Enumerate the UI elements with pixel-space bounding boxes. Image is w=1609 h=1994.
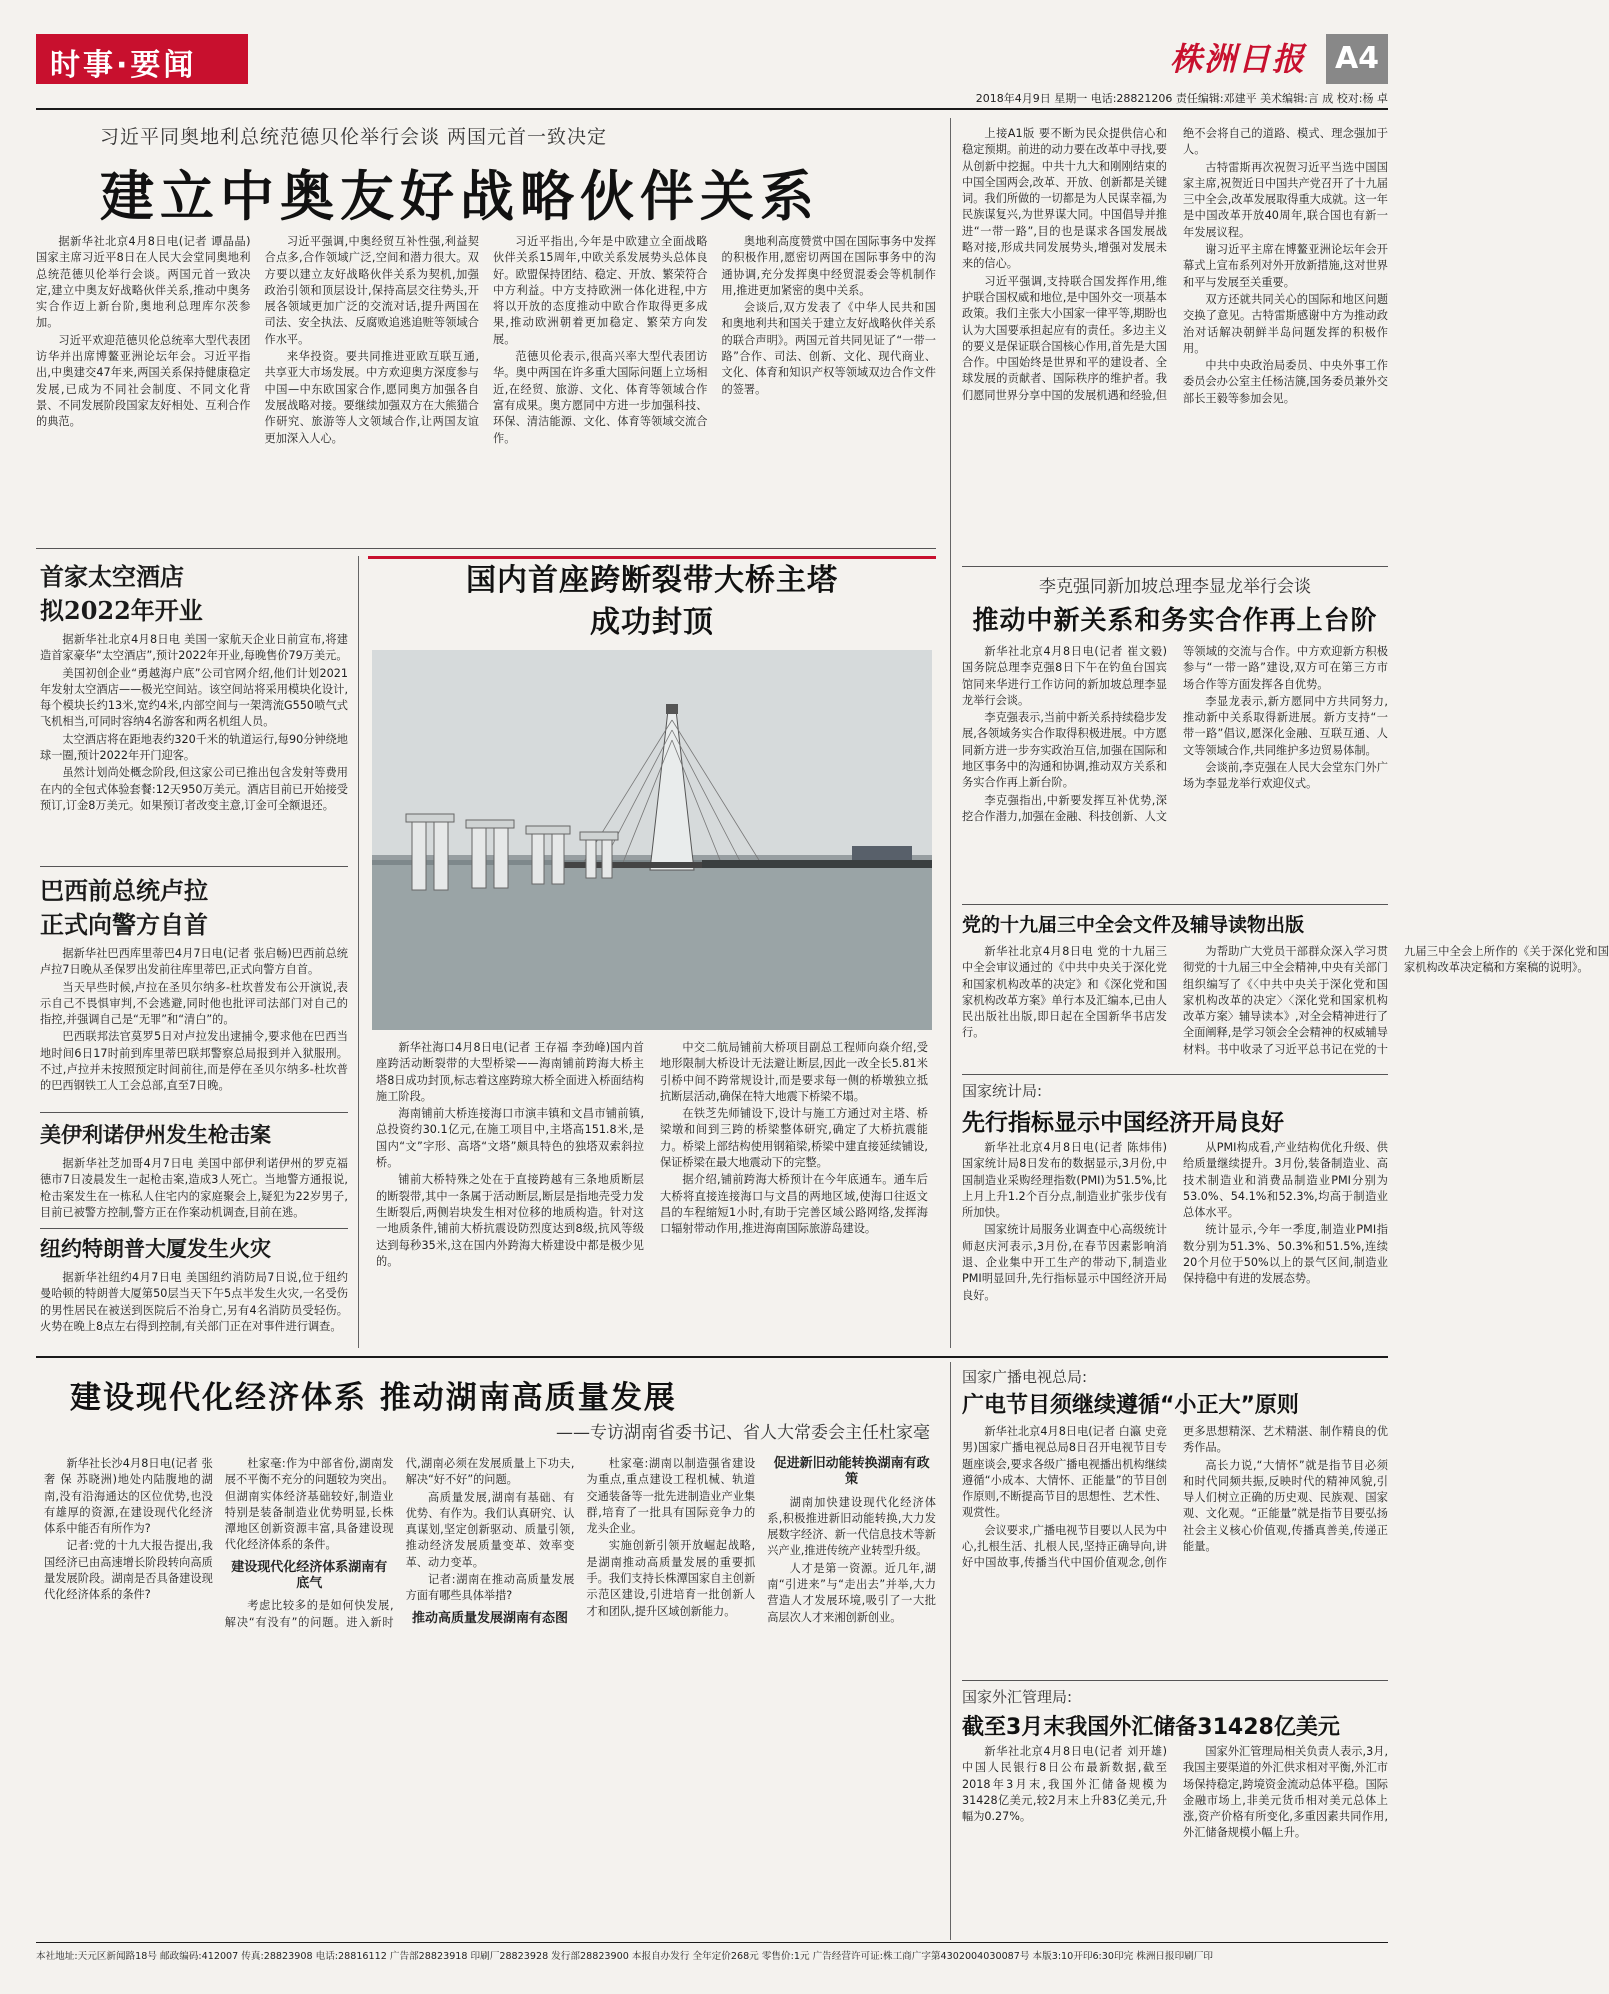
lead-headline: 建立中奥友好战略伙伴关系 xyxy=(100,165,820,228)
hunan-para: 记者:党的十九大报告提出,我国经济已由高速增长阶段转向高质量发展阶段。湖南是否具备建设现代化经济体系的条件? xyxy=(44,1539,213,1602)
broadcast-headline: 广电节目须继续遵循“小正大”原则 xyxy=(962,1393,1299,1418)
broadcast-para: 高长力说,“大情怀”就是指节目必须和时代同频共振,反映时代的精神风貌,引导人们树立正确的历史观、民族观、国家观、文化观。“正能量”就是指节目要弘扬社会主义核心价值观,传播真善美,传递正能量。 xyxy=(1183,1458,1388,1554)
paper-logo xyxy=(1170,34,1320,84)
hunan-body xyxy=(44,1456,936,1932)
stats-para: 统计显示,今年一季度,制造业PMI指数分别为51.3%、50.3%和51.5%,连续20个月位于50%以上的景气区间,制造业保持稳中有进的发展态势。 xyxy=(1183,1223,1388,1286)
forex-para: 国家外汇管理局相关负责人表示,3月,我国主要渠道的外汇供求相对平衡,外汇市场保持稳定,跨境资金流动总体平稳。国际金融市场上,非美元货币相对美元总体上涨,资产价格有所变化,多重因素共同作用,外汇储备规模小幅上升。 xyxy=(1183,1745,1388,1840)
right-top-para: 双方还就共同关心的国际和地区问题交换了意见。古特雷斯感谢中方为推动政治对话解决朝鲜半岛问题发挥的积极作用。 xyxy=(1183,292,1388,355)
space-hotel-body xyxy=(40,632,348,858)
hunan-subtitle-2: 推动高质量发展湖南有态图 xyxy=(411,1610,568,1626)
trump-tower-body xyxy=(40,1270,348,1342)
hunan-para: 实施创新引领开放崛起战略,是湖南推动高质量发展的重要抓手。我们支持长株潭国家自主创新示范区建设,引进培育一批创新人才和团队,提升区域创新能力。 xyxy=(586,1539,756,1618)
hunan-para: 记者:湖南在推动高质量发展方面有哪些具体举措? xyxy=(405,1573,575,1603)
hunan-subtitle-1: 建设现代化经济体系湖南有底气 xyxy=(231,1559,388,1592)
broadcast-label: 国家广播电视总局: xyxy=(962,1368,1088,1386)
li-keqiang-para: 会谈前,李克强在人民大会堂东门外广场为李显龙举行欢迎仪式。 xyxy=(1183,761,1388,791)
forex-para: 新华社北京4月8日电(记者 刘开雄)中国人民银行8日公布最新数据,截至2018年3月末,我国外汇储备规模为31428亿美元,较2月末上升83亿美元,升幅为0.27%。 xyxy=(962,1745,1167,1824)
hunan-para: 高质量发展,湖南有基础、有优势、有作为。我们认真研究、认真谋划,坚定创新驱动、质量引领,推动经济发展质量变革、效率变革、动力变革。 xyxy=(405,1490,575,1569)
brazil-para: 据新华社巴西库里蒂巴4月7日电(记者 张启畅)巴西前总统卢拉7日晚从圣保罗出发前往库里蒂巴,正式向警方自首。 xyxy=(40,947,348,977)
lead-para: 范德贝伦表示,很高兴率大型代表团访华。奥中两国在许多重大国际问题上立场相近,在经贸、旅游、文化、体育等领域合作富有成果。奥方愿同中方进一步加强科技、环保、清洁能源、文化、体育等领域交流合作。 xyxy=(493,350,708,445)
bridge-para: 新华社海口4月8日电(记者 王存福 李劲峰)国内首座跨活动断裂带的大型桥梁——海南铺前跨海大桥主塔8日成功封顶,标志着这座跨琼大桥全面进入桥面结构施工阶段。 xyxy=(376,1041,644,1103)
li-keqiang-body xyxy=(962,644,1388,896)
lead-para: 奥地利高度赞赏中国在国际事务中发挥的积极作用,愿密切两国在国际事务中的沟通协调,充分发挥奥中经贸混委会等机制作用,推进更加紧密的奥中关系。 xyxy=(721,235,936,297)
hunan-headline: 建设现代化经济体系 推动湖南高质量发展 xyxy=(70,1380,677,1416)
lead-para: 习近平欢迎范德贝伦总统率大型代表团访华并出席博鳌亚洲论坛年会。习近平指出,中奥建交47年来,两国关系保持健康稳定发展,已成为不同社会制度、不同文化背景、不同发展阶段国家友好相处、互利合作的典范。 xyxy=(36,333,251,429)
right-top-body xyxy=(962,126,1388,560)
stats-para: 从PMI构成看,产业结构优化升级、供给质量继续提升。3月份,装备制造业、高技术制造业和消费品制造业PMI分别为53.0%、54.1%和52.3%,均高于制造业总体水平。 xyxy=(1183,1141,1388,1220)
hunan-para: 湖南加快建设现代化经济体系,积极推进新旧动能转换,大力发展数字经济、新一代信息技术等新兴产业,推进传统产业转型升级。 xyxy=(767,1495,936,1558)
hunan-subhead: ——专访湖南省委书记、省人大常委会主任杜家毫 xyxy=(556,1423,930,1443)
lead-para: 习近平强调,中奥经贸互补性强,利益契合点多,合作领域广泛,空间和潜力很大。双方要以建立友好战略伙伴关系为契机,加强政治引领和顶层设计,保持高层交往势头,开展各领域更加广泛的交流对话,提升两国在司法、安全执法、反腐败追逃追赃等领域合作水平。 xyxy=(264,235,479,346)
hunan-para: 新华社长沙4月8日电(记者 张奢 保 苏晓洲)地处内陆腹地的湖南,没有沿海通达的区位优势,也没有雄厚的资源,在建设现代化经济体系中能否有所作为? xyxy=(44,1457,213,1536)
illinois-headline: 美伊利诺伊州发生枪击案 xyxy=(40,1122,271,1147)
page-number: A4 xyxy=(1334,41,1380,76)
illinois-body xyxy=(40,1156,348,1222)
lead-kicker: 习近平同奥地利总统范德贝伦举行会谈 两国元首一致决定 xyxy=(100,126,608,148)
forex-label: 国家外汇管理局: xyxy=(962,1688,1073,1706)
forex-body xyxy=(962,1744,1388,1932)
hunan-para: 杜家毫:作为中部省份,湖南发展不平衡不充分的问题较为突出。但湖南实体经济基础较好,制造业特别是装备制造业优势明显,长株潭地区创新资源丰富,具备建设现代化经济体系的条件。 xyxy=(224,1457,394,1552)
lead-para: 习近平指出,今年是中欧建立全面战略伙伴关系15周年,中欧关系发展势头总体良好。欧盟保持团结、稳定、开放、繁荣符合中方利益。中方支持欧洲一体化进程,中方将以开放的态度推动中欧合作取得更多成果,推动欧洲朝着更加稳定、繁荣方向发展。 xyxy=(493,235,708,346)
stats-body xyxy=(962,1140,1388,1348)
bridge-para: 据介绍,铺前跨海大桥预计在今年底通车。通车后大桥将直接连接海口与文昌的两地区域,使海口往返文昌的车程缩短1小时,有助于完善区域公路网络,发挥海口辐射带动作用,推进海南国际旅游岛建设。 xyxy=(660,1173,928,1236)
hunan-para: 考虑比较多的是如何快发展,解决“有没有”的问题。进入新时代,湖南必须在发展质量上下功夫,解决“好不好”的问题。 xyxy=(224,1457,575,1629)
space-hotel-para: 虽然计划尚处概念阶段,但这家公司已推出包含发射等费用在内的全包式体验套餐:12天950万美元。酒店目前已开始接受预订,订金8万美元。如果预订者改变主意,订金可全额退还。 xyxy=(40,766,348,812)
lead-body xyxy=(36,234,936,540)
bridge-para: 在铁芝先师铺设下,设计与施工方通过对主塔、桥梁墩和间到三跨的桥梁整体研究,确定了大桥抗震能力。桥梁上部结构使用钢箱梁,桥梁中建直接延续铺设,保证桥梁在最大地震动下的完整。 xyxy=(660,1107,928,1170)
li-keqiang-para: 李克强表示,当前中新关系持续稳步发展,各领域务实合作取得积极进展。中方愿同新方进一步夯实政治互信,加强在国际和地区事务中的沟通和协调,推动双方关系和务实合作再上新台阶。 xyxy=(962,711,1167,790)
li-keqiang-para: 李显龙表示,新方愿同中方共同努力,推动新中关系取得新进展。新方支持“一带一路”倡议,愿深化金融、互联互通、人文等领域合作,共同维护多边贸易体制。 xyxy=(1183,694,1388,757)
trump-tower-para: 据新华社纽约4月7日电 美国纽约消防局7日说,位于纽约曼哈顿的特朗普大厦第50层当天下午5点半发生火灾,一名受伤的男性居民在被送到医院后不治身亡,另有4名消防员受轻伤。火势在晚上8点左右得到控制,有关部门正在对事件进行调查。 xyxy=(40,1271,348,1333)
plenum-headline: 党的十九届三中全会文件及辅导读物出版 xyxy=(962,914,1305,936)
stats-label: 国家统计局: xyxy=(962,1082,1043,1100)
page-number-box xyxy=(1326,34,1388,84)
space-hotel-para: 太空酒店将在距地表约320千米的轨道运行,每90分钟绕地球一圈,预计2022年开门迎客。 xyxy=(40,732,348,763)
hunan-para: 杜家毫:湖南以制造强省建设为重点,重点建设工程机械、轨道交通装备等一批先进制造业产业集群,培育了一批具有国际竞争力的龙头企业。 xyxy=(586,1457,756,1536)
plenum-body xyxy=(962,944,1609,1068)
brazil-body xyxy=(40,946,348,1106)
hunan-subtitle-3: 促进新旧动能转换湖南有政策 xyxy=(773,1456,930,1488)
stats-headline: 先行指标显示中国经济开局良好 xyxy=(962,1110,1284,1136)
right-top-para: 上接A1版 要不断为民众提供信心和稳定预期。前进的动力要在改革中寻找,要从创新中挖掘。中共十九大和刚刚结束的中国全国两会,改革、开放、创新都是关键词。我们所做的一切都是为人民谋幸福,为民族谋复兴,为世界谋大同。中国倡导并推进“一带一路”,目的也是谋求各国发展战略对接,形成共同发展势头,增强对发展未来的信心。 xyxy=(962,127,1167,271)
footer-info: 本社地址:天元区新闻路18号 邮政编码:412007 传真:28823908 电话:28816112 广告部28823918 印刷厂28823928 发行部28823900 本报自办发行 全年定价268元 零售价:1元 广告经营许可证:株工商广字第4302004030087号 本版3:10开印6:30印完 株洲日报印刷厂印 xyxy=(36,1951,1213,1962)
bridge-photo xyxy=(372,650,932,1030)
plenum-para: 新华社北京4月8日电 党的十九届三中全会审议通过的《中共中央关于深化党和国家机构改革的决定》和《深化党和国家机构改革方案》单行本及汇编本,已由人民出版社出版,即日起在全国新华书店发行。 xyxy=(962,945,1167,1040)
trump-tower-headline: 纽约特朗普大厦发生火灾 xyxy=(40,1236,271,1261)
lead-para: 据新华社北京4月8日电(记者 谭晶晶)国家主席习近平8日在人民大会堂同奥地利总统范德贝伦举行会谈。两国元首一致决定,建立中奥友好战略伙伴关系,推动中奥务实合作迈上新台阶,奥地利总理库尔茨参加。 xyxy=(36,235,251,330)
stats-para: 国家统计局服务业调查中心高级统计师赵庆河表示,3月份,在春节因素影响消退、企业集中开工生产的带动下,制造业PMI明显回升,先行指标显示中国经济开局良好。 xyxy=(962,1223,1167,1302)
right-top-para: 习近平强调,支持联合国发挥作用,维护联合国权威和地位,是中国外交一项基本政策。我们主张大小国家一律平等,期盼也认为大国要承担起应有的责任。多边主义的要义是保证联合国核心作用,首先是大国合作。中国始终是世界和平的建设者、全球发展的贡献者、国际秩序的维护者。我们愿同世界分享中国的发展机遇和经验,但绝不会将自己的道路、模式、理念强加于人。 xyxy=(962,127,1388,402)
space-hotel-para: 据新华社北京4月8日电 美国一家航天企业日前宣布,将建造首家豪华“太空酒店”,预计2022年开业,每晚售价79万美元。 xyxy=(40,633,348,663)
bridge-para: 海南铺前大桥连接海口市演丰镇和文昌市铺前镇,总投资约30.1亿元,在施工项目中,主塔高151.8米,是国内“文”字形、高塔“文塔”颇具特色的独塔双索斜拉桥。 xyxy=(376,1107,644,1170)
broadcast-body xyxy=(962,1424,1388,1674)
bridge-body xyxy=(376,1040,928,1342)
li-keqiang-kicker: 李克强同新加坡总理李显龙举行会谈 xyxy=(1039,577,1311,597)
section-tab xyxy=(36,34,248,84)
right-top-para: 古特雷斯再次祝贺习近平当选中国国家主席,祝贺近日中国共产党召开了十九届三中全会,改革发展取得重大成就。这一年是中国改革开放40周年,联合国也有新一年发展议程。 xyxy=(1183,160,1388,239)
brazil-para: 巴西联邦法官莫罗5日对卢拉发出逮捕令,要求他在巴西当地时间6日17时前到库里蒂巴联邦警察总局报到并入狱服刑。不过,卢拉并未按照预定时间前往,而是停在圣贝尔纳多-杜坎普的巴西钢铁工人工会总部,直至7日晚。 xyxy=(40,1030,348,1093)
space-hotel-headline: 首家太空酒店 拟2022年开业 xyxy=(40,562,203,625)
right-top-para: 谢习近平主席在博鳌亚洲论坛年会开幕式上宣布系列对外开放新措施,这对世界和平与发展至关重要。 xyxy=(1183,243,1388,289)
illinois-para: 据新华社芝加哥4月7日电 美国中部伊利诺伊州的罗克福德市7日凌晨发生一起枪击案,造成3人死亡。当地警方通报说,枪击案发生在一栋私人住宅内的家庭聚会上,疑犯为22岁男子,目前已被警方控制,警方正在作案动机调查,目前在逃。 xyxy=(40,1157,348,1219)
lead-para: 会谈后,双方发表了《中华人民共和国和奥地利共和国关于建立友好战略伙伴关系的联合声明》。两国元首共同见证了“一带一路”合作、司法、创新、文化、现代商业、文化、体育和知识产权等领域双边合作文件的签署。 xyxy=(721,301,936,396)
stats-para: 新华社北京4月8日电(记者 陈炜伟)国家统计局8日发布的数据显示,3月份,中国制造业采购经理指数(PMI)为51.5%,比上月上升1.2个百分点,制造业扩张步伐有所加快。 xyxy=(962,1141,1167,1220)
li-keqiang-para: 新华社北京4月8日电(记者 崔文毅)国务院总理李克强8日下午在钓鱼台国宾馆同来华进行工作访问的新加坡总理李显龙举行会谈。 xyxy=(962,645,1167,707)
bridge-illustration xyxy=(372,650,932,1030)
bridge-para: 铺前大桥特殊之处在于直接跨越有三条地质断层的断裂带,其中一条属于活动断层,断层是指地壳受力发生断裂后,两侧岩块发生相对位移的地质构造。针对这一地质条件,铺前大桥抗震设防烈度达到8级,抗风等级达到每秒35米,这在国内外跨海大桥建设中都是极少见的。 xyxy=(376,1173,644,1268)
paper-name: 株洲日报 xyxy=(1170,40,1307,78)
masthead-info: 2018年4月9日 星期一 电话:28821206 责任编辑:邓建平 美术编辑:言 成 校对:杨 卓 xyxy=(975,92,1388,105)
section-title: 时事·要闻 xyxy=(50,48,197,83)
brazil-para: 当天早些时候,卢拉在圣贝尔纳多-杜坎普发布公开演说,表示自己不畏惧审判,不会逃避,同时他也批评司法部门对自己的指控,并强调自己是“无罪”和“清白”的。 xyxy=(40,980,348,1027)
forex-headline: 截至3月末我国外汇储备31428亿美元 xyxy=(962,1715,1340,1740)
space-hotel-para: 美国初创企业“勇越海户底”公司官网介绍,他们计划2021年发射太空酒店——极光空间站。该空间站将采用模块化设计,每个模块长约13米,宽约4米,内部空间与一架湾流G550喷气式飞机相当,可同时容纳4名游客和两名机组人员。 xyxy=(40,666,348,729)
lead-para: 来华投资。要共同推进亚欧互联互通,共享亚大市场发展。中方欢迎奥方深度参与中国—中东欧国家合作,愿同奥方加强各自发展战略对接。要继续加强双方在大熊猫合作研究、旅游等人文领域合作,让两国友谊更加深入人心。 xyxy=(264,350,479,445)
broadcast-para: 新华社北京4月8日电(记者 白瀛 史竞男)国家广播电视总局8日召开电视节目专题座谈会,要求各级广播电视播出机构继续遵循“小成本、大情怀、正能量”的节目创作原则,不断提高节目的思想性、艺术性、观赏性。 xyxy=(962,1425,1167,1520)
right-top-para: 中共中央政治局委员、中央外事工作委员会办公室主任杨洁篪,国务委员兼外交部长王毅等参加会见。 xyxy=(1183,359,1388,405)
li-keqiang-headline: 推动中新关系和务实合作再上台阶 xyxy=(972,606,1378,636)
brazil-headline: 巴西前总统卢拉 正式向警方自首 xyxy=(40,876,208,939)
plenum-para: 为帮助广大党员干部群众深入学习贯彻党的十九届三中全会精神,中央有关部门组织编写了《〈中共中央关于深化党和国家机构改革的决定〉〈深化党和国家机构改革方案〉辅导读本》,对全会精神进行了全面阐释,是学习领会全会精神的权威辅导材料。书中收录了习近平总书记在党的十九届三中全会上所作的《关于深化党和国家机构改革决定稿和方案稿的说明》。 xyxy=(1183,945,1609,1056)
bridge-headline: 国内首座跨断裂带大桥主塔 成功封顶 xyxy=(466,563,838,640)
bridge-para: 中交二航局铺前大桥项目副总工程师向焱介绍,受地形限制大桥设计无法避让断层,因此一改全长5.81米引桥中间不跨常规设计,而是要求每一侧的桥墩独立抵抗断层活动,确保在特大地震下桥梁不塌。 xyxy=(660,1041,928,1103)
broadcast-para: 会议要求,广播电视节目要以人民为中心,扎根生活、扎根人民,坚持正确导向,讲好中国故事,传播当代中国价值观念,创作更多思想精深、艺术精湛、制作精良的优秀作品。 xyxy=(962,1425,1388,1570)
hunan-para: 人才是第一资源。近几年,湖南“引进来”与“走出去”并举,大力营造人才发展环境,吸引了一大批高层次人才来湘创新创业。 xyxy=(767,1561,936,1624)
li-keqiang-para: 李克强指出,中新要发挥互补优势,深挖合作潜力,加强在金融、科技创新、人文等领域的交流与合作。中方欢迎新方积极参与“一带一路”建设,双方可在第三方市场合作等方面发挥各自优势。 xyxy=(962,645,1388,823)
